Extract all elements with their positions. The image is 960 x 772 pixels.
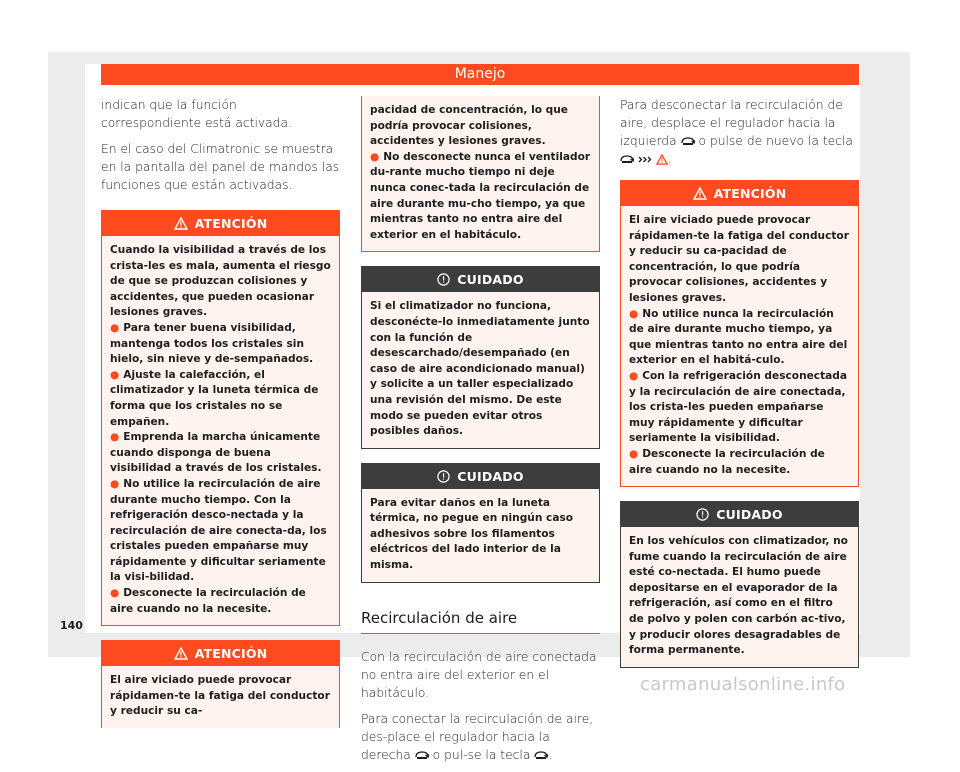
warning-header xyxy=(102,641,339,666)
triple-chevron-icon xyxy=(638,155,652,164)
bullet-text: Desconecte la recirculación de aire cuando no la necesite. xyxy=(629,447,825,476)
caution-text: Para evitar daños en la luneta térmica, no pegue en ningún caso adhesivos sobre los filamentos eléctricos del lado interior de la misma. xyxy=(370,496,574,572)
paragraph-text: . xyxy=(667,152,672,166)
warning-box-continued xyxy=(361,96,600,252)
paragraph xyxy=(620,96,859,168)
warning-title: ATENCIÓN xyxy=(194,216,268,231)
caution-title: CUIDADO xyxy=(457,468,524,484)
caution-title: CUIDADO xyxy=(457,272,524,288)
paragraph-text: Para conectar la recirculación de aire, des-place el regulador hacia la derecha xyxy=(361,711,594,762)
caution-header xyxy=(621,502,858,527)
caution-body xyxy=(362,292,599,447)
info-circle-icon xyxy=(696,508,709,521)
bullet-icon: ● xyxy=(629,369,639,382)
caution-box xyxy=(620,501,859,668)
bullet-item xyxy=(629,307,850,369)
page-number: 140 xyxy=(60,619,83,632)
caution-text: Si el climatizador no funciona, desconécte-lo inmediatamente junto con la función de desescarchado/desempañado (en caso de aire acondicionado manual) y solicite a un taller especializado una revisión del mismo. De este modo se pueden evitar otros posibles daños. xyxy=(370,300,590,438)
caution-header xyxy=(362,464,599,489)
column-1 xyxy=(101,96,340,742)
chapter-header: Manejo xyxy=(101,64,859,85)
column-2 xyxy=(361,96,600,772)
warning-intro: pacidad de concentración, lo que podría provocar colisiones, accidentes y lesiones graves. xyxy=(370,104,568,148)
bullet-text: Para tener buena visibilidad, mantenga todos los cristales sin hielo, sin nieve y de-sempañados. xyxy=(110,321,314,366)
bullet-icon: ● xyxy=(370,150,380,163)
bullet-text: Desconecte la recirculación de aire cuando no la necesite. xyxy=(110,587,306,615)
bullet-text: Ajuste la calefacción, el climatizador y la luneta térmica de forma que los cristales no se empañen. xyxy=(110,368,319,428)
caution-box xyxy=(361,266,600,448)
warning-triangle-icon xyxy=(656,154,668,165)
caution-box xyxy=(361,463,600,583)
bullet-item xyxy=(629,369,850,447)
paragraph-text: o pul-se la tecla xyxy=(432,747,531,762)
warning-triangle-icon xyxy=(174,647,188,660)
bullet-icon: ● xyxy=(629,447,639,460)
bullet-icon: ● xyxy=(110,477,120,490)
bullet-item xyxy=(110,321,331,368)
paragraph: En el caso del Climatronic se muestra en la pantalla del panel de mandos las funciones que están activadas. xyxy=(101,142,340,192)
warning-body xyxy=(102,666,339,728)
warning-triangle-icon xyxy=(693,187,707,200)
paragraph-text: Para desconectar la recirculación de aire, desplace el regulador hacia la izquierda xyxy=(620,98,843,148)
bullet-icon: ● xyxy=(110,321,120,334)
warning-box xyxy=(101,210,340,626)
recirculation-button-icon xyxy=(534,751,548,760)
warning-body xyxy=(362,96,599,251)
warning-title: ATENCIÓN xyxy=(713,186,787,201)
warning-body xyxy=(102,236,339,625)
paragraph-text: . xyxy=(548,747,553,762)
bullet-text: Con la refrigeración desconectada y la recirculación de aire conectada, los crista-les pueden empañarse muy rápidamente y dificultar seriamente la visibilidad. xyxy=(629,369,848,445)
watermark: carmanualsonline.info xyxy=(640,674,846,695)
recirculation-icon xyxy=(415,751,429,760)
bullet-text: No desconecte nunca el ventilador du-rante mucho tiempo ni deje nunca conec-tada la recirculación de aire durante mu-cho tiempo, ya que mientras tanto no entra aire del exterior en el habitáculo. xyxy=(370,150,591,241)
paragraph: indican que la función correspondiente está activada. xyxy=(101,98,292,130)
column-3 xyxy=(620,96,859,682)
caution-body xyxy=(362,489,599,582)
bullet-icon: ● xyxy=(110,368,120,381)
paragraph: Con la recirculación de aire conectada no entra aire del exterior en el habitáculo. xyxy=(361,649,597,700)
paragraph-text: o pulse de nuevo la tecla xyxy=(698,134,853,148)
caution-title: CUIDADO xyxy=(716,507,783,523)
bullet-item xyxy=(110,477,331,586)
bullet-text: No utilice nunca la recirculación de aire durante mucho tiempo, ya que mientras tanto no entra aire del exterior en el habitá-culo. xyxy=(629,307,848,367)
warning-body xyxy=(621,206,858,486)
bullet-text: No utilice la recirculación de aire durante mucho tiempo. Con la refrigeración desco-nectada y la recirculación de aire conecta-da, los cristales pueden empañarse muy rápidamente y dificultar seriamente la visi-bilidad. xyxy=(110,477,327,584)
bullet-icon: ● xyxy=(629,307,639,320)
bullet-icon: ● xyxy=(110,431,120,444)
info-circle-icon xyxy=(437,470,450,483)
bullet-item xyxy=(110,586,331,617)
caution-header xyxy=(362,267,599,292)
bullet-item xyxy=(110,430,331,477)
bullet-text: Emprenda la marcha únicamente cuando disponga de buena visibilidad a través de los cristales. xyxy=(110,431,322,475)
warning-intro: El aire viciado puede provocar rápidamen-te la fatiga del conductor y reducir su ca- xyxy=(110,674,330,718)
warning-header xyxy=(621,181,858,206)
warning-box xyxy=(620,180,859,487)
section-title: Recirculación de aire xyxy=(361,609,600,634)
caution-body xyxy=(621,527,858,667)
warning-triangle-icon xyxy=(174,217,188,230)
warning-intro: Cuando la visibilidad a través de los crista-les es mala, aumenta el riesgo de que se produzcan colisiones y accidentes, que pueden ocasionar lesiones graves. xyxy=(110,244,331,319)
bullet-icon: ● xyxy=(110,587,120,600)
bullet-item xyxy=(110,368,331,430)
warning-intro: El aire viciado puede provocar rápidamen-te la fatiga del conductor y reducir su ca-pacidad de concentración, lo que podría provocar colisiones, accidentes y lesiones graves. xyxy=(629,214,849,304)
caution-text: En los vehículos con climatizador, no fume cuando la recirculación de aire esté co-nectada. El humo puede depositarse en el evaporador de la refrigeración, así como en el filtro de polvo y polen con carbón ac-tivo, y producir olores desagradables de forma permanente. xyxy=(629,535,848,657)
recirculation-button-icon xyxy=(620,155,634,164)
warning-box xyxy=(101,640,340,728)
recirculation-icon xyxy=(681,137,695,146)
info-circle-icon xyxy=(437,273,450,286)
bullet-item xyxy=(370,150,591,244)
warning-title: ATENCIÓN xyxy=(194,646,268,662)
paragraph xyxy=(361,710,600,764)
warning-header xyxy=(102,211,339,236)
bullet-item xyxy=(629,447,850,478)
